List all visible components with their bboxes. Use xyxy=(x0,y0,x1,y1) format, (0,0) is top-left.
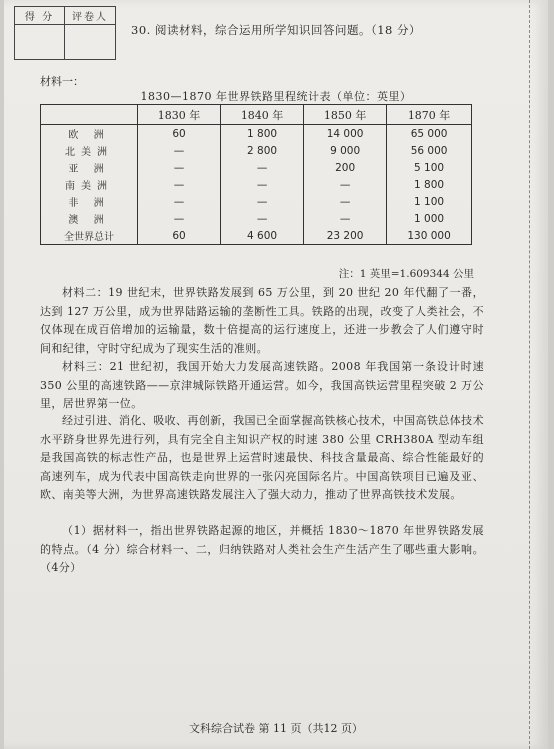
table-title: 1830—1870 年世界铁路里程统计表（单位：英里） xyxy=(140,90,412,103)
grader-cell xyxy=(65,25,115,59)
table-cell: 23 200 xyxy=(304,227,387,245)
table-cell: — xyxy=(221,159,304,176)
railway-table xyxy=(40,104,472,245)
binding-line xyxy=(529,0,530,749)
table-row xyxy=(41,142,472,159)
table-cell: — xyxy=(138,193,221,210)
table-header-row xyxy=(41,105,472,125)
table-header-cell: 1870 年 xyxy=(387,105,472,125)
table-cell: — xyxy=(304,210,387,227)
region-cell: 非 洲 xyxy=(41,193,138,210)
table-note: 注：1 英里=1.609344 公里 xyxy=(338,268,474,280)
table-header-cell: 1840 年 xyxy=(221,105,304,125)
table-cell: — xyxy=(138,210,221,227)
region-cell: 南美洲 xyxy=(41,176,138,193)
table-cell: 65 000 xyxy=(387,125,472,143)
table-row xyxy=(41,210,472,227)
region-cell: 全世界总计 xyxy=(41,227,138,245)
table-cell: 1 100 xyxy=(387,193,472,210)
exam-page xyxy=(4,0,548,749)
table-cell: 9 000 xyxy=(304,142,387,159)
table-cell: 56 000 xyxy=(387,142,472,159)
region-cell: 亚 洲 xyxy=(41,159,138,176)
table-cell: 1 000 xyxy=(387,210,472,227)
question-header: 30. 阅读材料，综合运用所学知识回答问题。（18 分） xyxy=(131,23,421,37)
questions-paragraph: （1）据材料一，指出世界铁路起源的地区，并概括 1830～1870 年世界铁路发展的特点。（4 分）综合材料一、二，归纳铁路对人类社会生产生活产生了哪些重大影响。（4分） xyxy=(40,524,484,574)
score-cell xyxy=(15,25,65,59)
page-footer: 文科综合试卷 第 11 页（共12 页） xyxy=(189,722,363,735)
table-cell: — xyxy=(138,159,221,176)
table-row xyxy=(41,125,472,143)
table-cell: — xyxy=(304,176,387,193)
table-cell: 60 xyxy=(138,125,221,143)
region-cell: 欧 洲 xyxy=(41,125,138,143)
table-cell: — xyxy=(221,193,304,210)
table-cell: 2 800 xyxy=(221,142,304,159)
material1-label: 材料一： xyxy=(40,75,84,88)
table-cell: — xyxy=(138,176,221,193)
grader-label: 评卷人 xyxy=(65,7,115,25)
material3-paragraph: 材料三：21 世纪初，我国开始大力发展高速铁路。2008 年我国第一条设计时速 350 公里的高速铁路——京津城际铁路开通运营。如今，我国高铁运营里程突破 2 万公里，居世界第一位。 xyxy=(40,360,484,410)
table-row-total xyxy=(41,227,472,245)
table-row xyxy=(41,176,472,193)
score-box xyxy=(14,6,116,60)
table-cell: — xyxy=(221,210,304,227)
table-cell: 200 xyxy=(304,159,387,176)
region-cell: 澳 洲 xyxy=(41,210,138,227)
table-row xyxy=(41,159,472,176)
material3-paragraph-2: 经过引进、消化、吸收、再创新，我国已全面掌握高铁核心技术，中国高铁总体技术水平跻身世界先进行列，具有完全自主知识产权的时速 380 公里 CRH380A 型动车组是我国高铁的标志性产品，也是世界上运营时速最快、科技含量最高、综合性能最好的高速列车，成为代表中国高铁走向世界的一张闪亮国际名片。中国高铁项目已遍及亚、欧、南美等大洲，为世界高速铁路发展注入了强大动力，推动了世界高铁技术发展。 xyxy=(40,414,484,501)
table-header-cell xyxy=(41,105,138,125)
table-header-cell: 1850 年 xyxy=(304,105,387,125)
table-cell: — xyxy=(221,176,304,193)
region-cell: 北美洲 xyxy=(41,142,138,159)
table-row xyxy=(41,193,472,210)
table-cell: 130 000 xyxy=(387,227,472,245)
table-cell: — xyxy=(138,142,221,159)
score-label: 得 分 xyxy=(15,7,65,25)
table-cell: 1 800 xyxy=(387,176,472,193)
material2-paragraph: 材料二：19 世纪末，世界铁路发展到 65 万公里，到 20 世纪 20 年代翻了一番，达到 127 万公里，成为世界陆路运输的垄断性工具。铁路的出现，改变了人类社会，不仅体现在成百倍增加的运输量，数十倍提高的运行速度上，还进一步教会了人们遵守时间和纪律，守时守纪成为了现实生活的准则。 xyxy=(40,286,484,355)
table-cell: 5 100 xyxy=(387,159,472,176)
table-cell: 4 600 xyxy=(221,227,304,245)
table-cell: 60 xyxy=(138,227,221,245)
table-cell: 14 000 xyxy=(304,125,387,143)
table-cell: — xyxy=(304,193,387,210)
table-cell: 1 800 xyxy=(221,125,304,143)
table-header-cell: 1830 年 xyxy=(138,105,221,125)
